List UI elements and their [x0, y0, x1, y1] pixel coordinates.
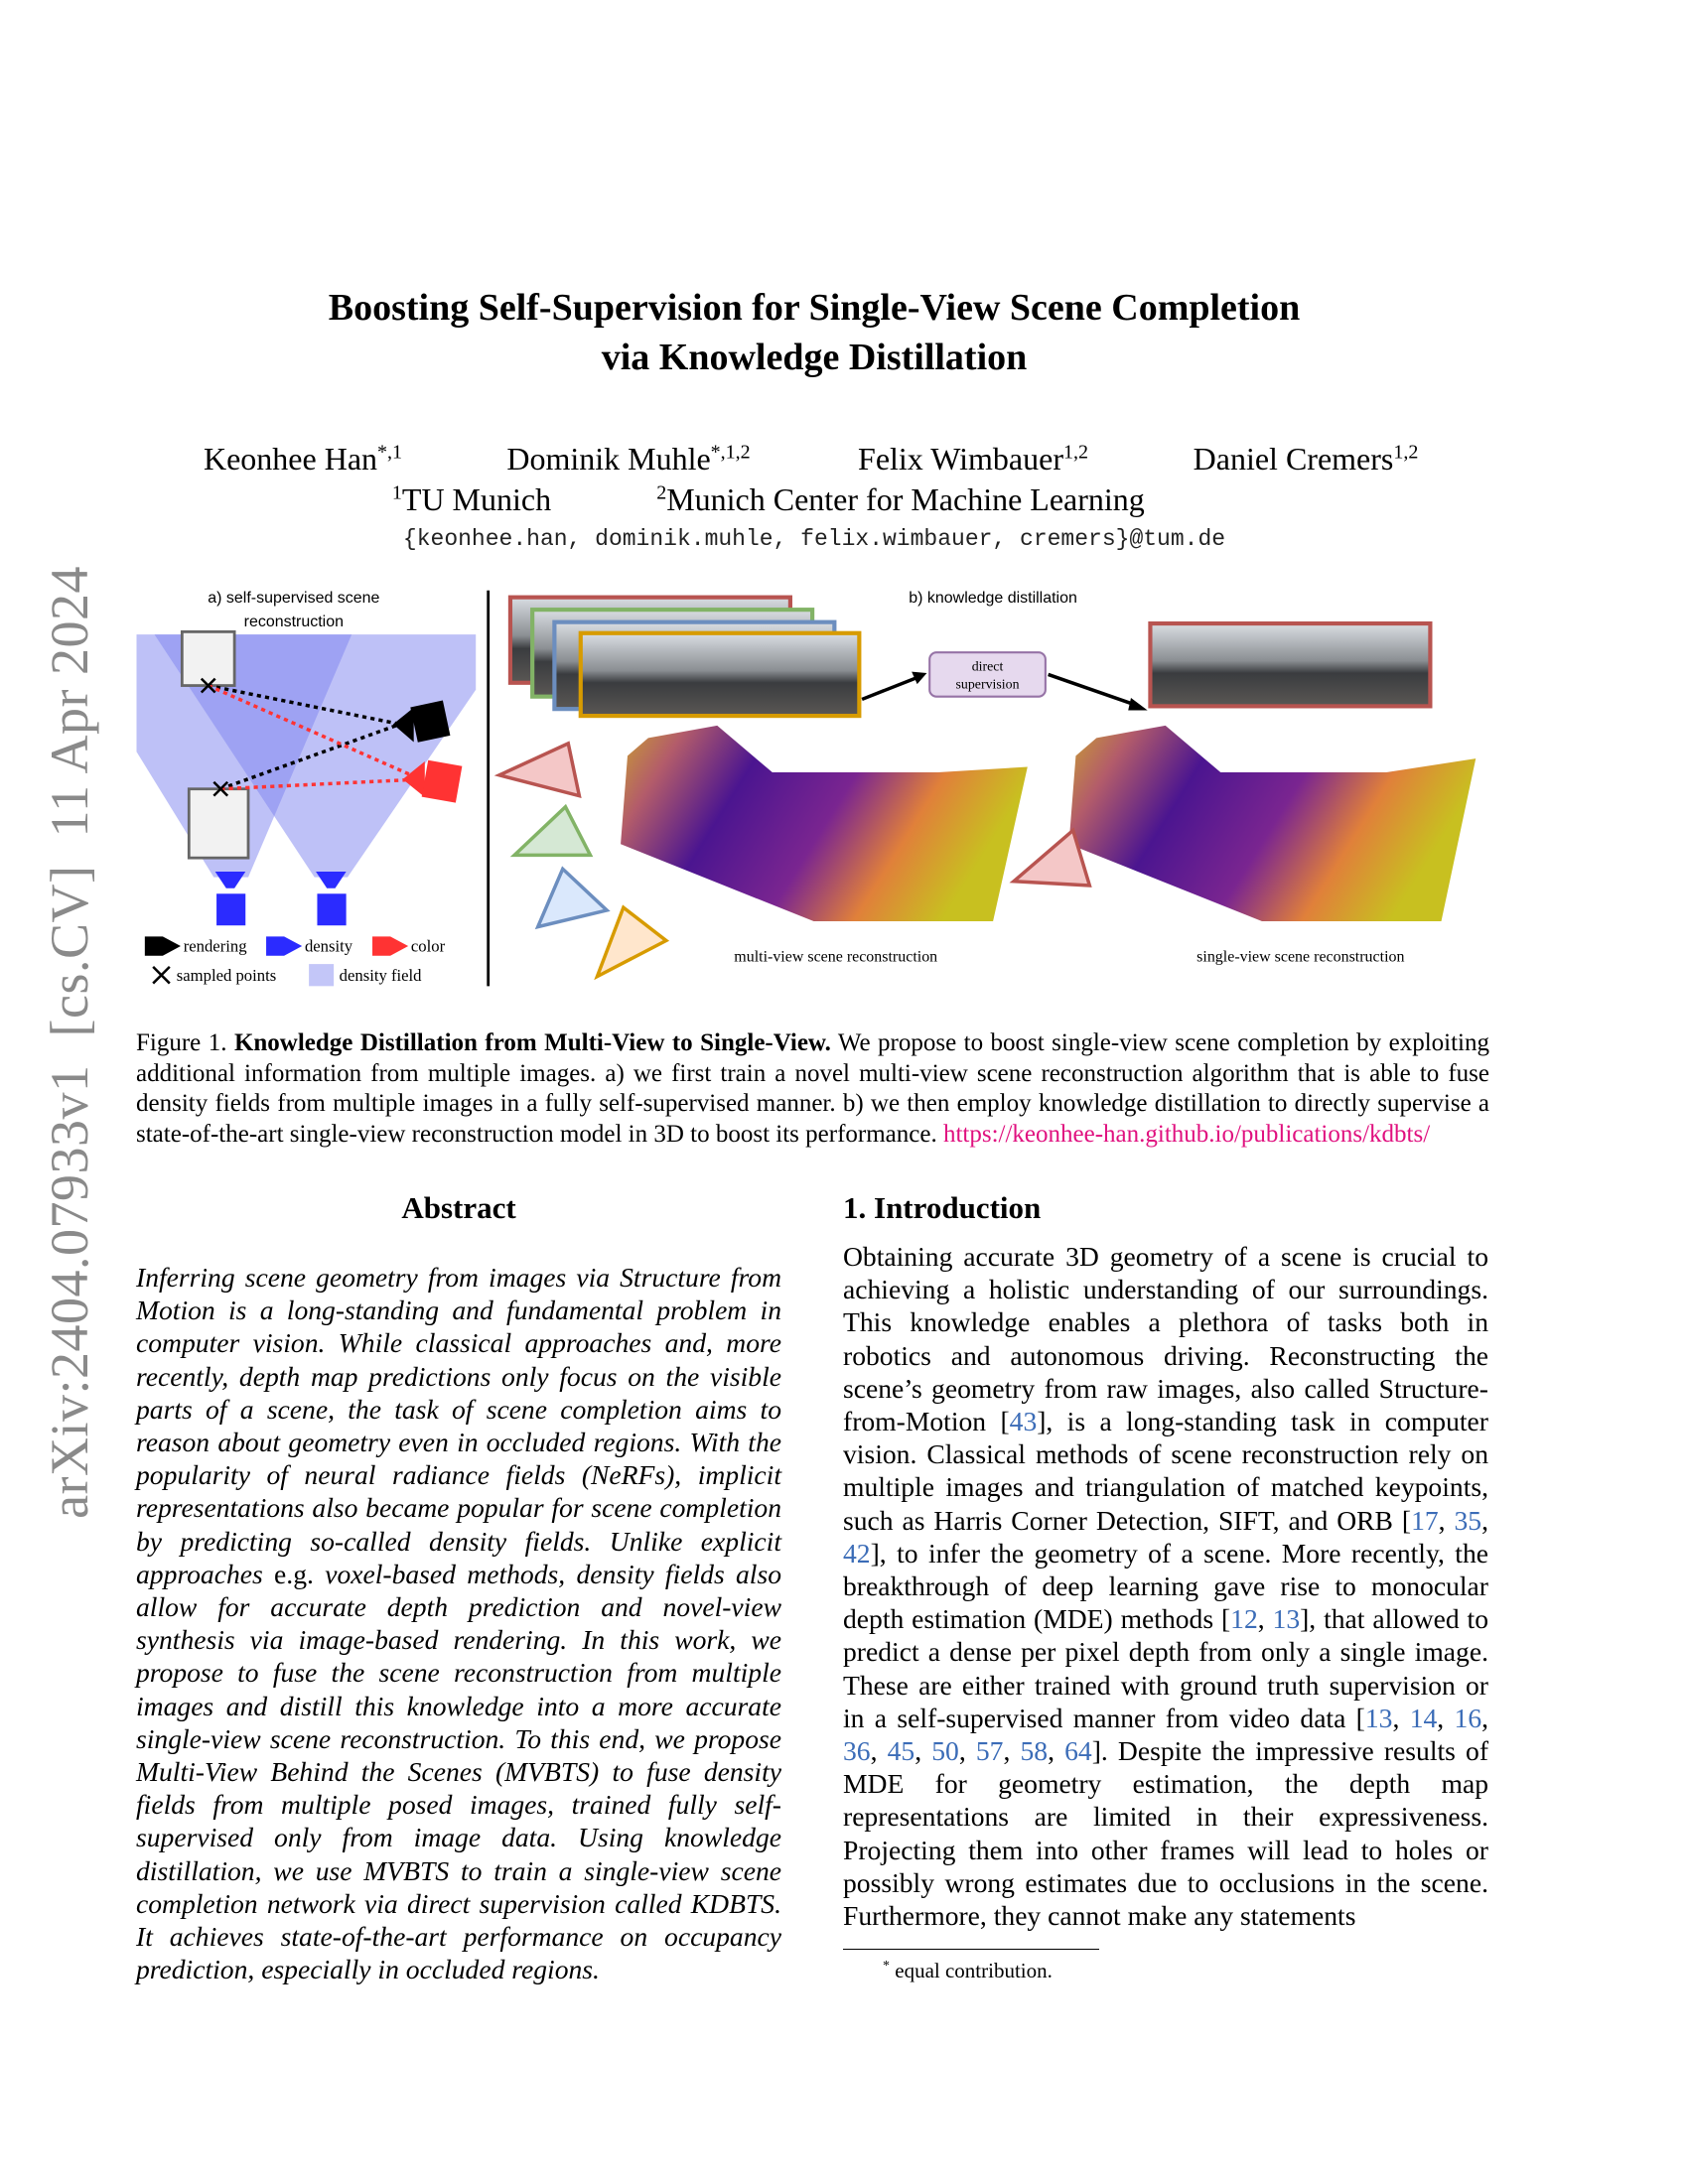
footnote-rule — [843, 1949, 1099, 1950]
abstract-heading: Abstract — [401, 1190, 516, 1225]
citation-link[interactable]: 50 — [931, 1735, 959, 1767]
legend-density-field: density field — [339, 965, 422, 985]
intro-text: , — [1481, 1504, 1488, 1536]
intro-text: , — [958, 1735, 976, 1767]
citation-link[interactable]: 43 — [1009, 1406, 1038, 1437]
citation-link[interactable]: 57 — [975, 1735, 1004, 1767]
intro-text: ], that allowed to predict a dense per pixel depth from only a single image. These are either trained with ground truth supervision or in a self-supervised manner from video data [ — [843, 1603, 1488, 1733]
footnote-text: equal contribution. — [890, 1959, 1053, 1983]
footnote — [883, 1954, 1488, 1983]
panel-b-title: b) knowledge distillation — [909, 590, 1077, 608]
single-view-density-reconstruction — [1068, 726, 1476, 921]
legend-sampled-points: sampled points — [176, 965, 277, 985]
intro-text: ], is a long-standing task in computer vision. Classical methods of scene reconstruction rely on multiple images and triangulation of matched keypoints, such as Harris Corner Detection, SIFT, and ORB [ — [843, 1406, 1488, 1536]
figure-1 — [129, 581, 1499, 998]
multi-view-density-reconstruction — [621, 726, 1028, 921]
camera-frustum-orange — [597, 907, 665, 976]
intro-text: , — [1392, 1702, 1410, 1733]
intro-text: , — [1048, 1735, 1065, 1767]
affiliation-mcml — [656, 481, 1145, 518]
intro-text: , — [1481, 1702, 1489, 1733]
citation-link[interactable]: 36 — [843, 1735, 871, 1767]
arxiv-identifier-sidebar: arXiv:2404.07933v1 [cs.CV] 11 Apr 2024 — [40, 566, 99, 1519]
affil-mark: 1 — [391, 481, 402, 504]
abstract-text-2: voxel-based methods, density fields also allow for accurate depth prediction and novel-view synthesis via image-based rendering. In this work, we propose to fuse the scene reconstruction from multiple images and distill this knowledge into a more accurate single-view scene reconstruction. To this end, we propose Multi-View Behind the Scenes (MVBTS) to fuse density fields from multiple posed images, trained fully self-supervised only from image data. Using knowledge distillation, we use MVBTS to train a single-view scene completion network via direct supervision called KDBTS. It achieves state-of-the-art performance on occupancy prediction, especially in occluded regions. — [136, 1558, 781, 1985]
abstract-eg: e.g. — [274, 1558, 314, 1589]
affiliation-tum — [392, 481, 551, 518]
affil-name: Munich Center for Machine Learning — [666, 481, 1145, 517]
citation-link[interactable]: 17 — [1411, 1504, 1439, 1536]
citation-link[interactable]: 13 — [1364, 1702, 1393, 1733]
object-box-1 — [182, 631, 234, 685]
affil-mark: 2 — [656, 481, 667, 504]
citation-link[interactable]: 14 — [1409, 1702, 1438, 1733]
footnote-mark: * — [883, 1959, 890, 1975]
citation-link[interactable]: 45 — [887, 1735, 915, 1767]
density-camera-icon — [215, 872, 246, 925]
author-emails: {keonhee.han, dominik.muhle, felix.wimbauer, cremers}@tum.de — [402, 526, 1226, 552]
paper-title — [0, 283, 1628, 382]
legend-density: density — [304, 936, 353, 956]
author-name: Felix Wimbauer — [858, 441, 1063, 477]
citation-link[interactable]: 16 — [1454, 1702, 1482, 1733]
direct-supervision-label-2: supervision — [955, 677, 1020, 693]
single-view-label: single-view scene reconstruction — [1196, 948, 1405, 966]
camera-frustum-green — [514, 807, 590, 856]
intro-text: Obtaining accurate 3D geometry of a scene is crucial to achieving a holistic understanding of our surroundings. This knowledge enables a plethora of tasks both in robotics and autonomous driving. Reconstructing the scene’s geometry from raw images, also called Structure-from-Motion [ — [843, 1241, 1488, 1437]
citation-link[interactable]: 64 — [1064, 1735, 1092, 1767]
citation-link[interactable]: 12 — [1230, 1603, 1258, 1635]
camera-frustum-blue — [538, 869, 607, 926]
input-image-orange — [581, 633, 860, 716]
intro-text: , — [1437, 1702, 1455, 1733]
citation-link[interactable]: 58 — [1020, 1735, 1049, 1767]
author-name: Daniel Cremers — [1193, 441, 1394, 477]
author-name: Keonhee Han — [203, 441, 378, 477]
author-felix-wimbauer — [858, 441, 1088, 478]
intro-text: , — [1003, 1735, 1021, 1767]
citation-link[interactable]: 42 — [843, 1537, 871, 1569]
intro-text: ]. Despite the impressive results of MDE for geometry estimation, the depth map representations are limited in their expressiveness. Projecting them into other frames will lead to holes or possibly wrong estimates due to occlusions in the scene. Furthermore, they cannot make any statements — [843, 1735, 1489, 1932]
caption-title: Knowledge Distillation from Multi-View to Single-View. — [233, 1029, 831, 1056]
density-field-legend-icon — [309, 964, 334, 986]
author-name: Dominik Muhle — [506, 441, 711, 477]
panel-a-title-1: a) self-supervised scene — [208, 590, 380, 608]
author-affil-mark: *,1,2 — [710, 441, 751, 464]
single-view-image — [1150, 623, 1430, 706]
arrow-to-supervision — [862, 676, 921, 700]
density-legend-icon — [266, 936, 302, 955]
camera-frustum-red — [499, 744, 580, 796]
title-line-1: Boosting Self-Supervision for Single-View Scene Completion — [328, 287, 1301, 329]
legend — [145, 936, 446, 986]
caption-text: We propose to boost single-view scene completion by exploiting additional information from multiple images. a) we first train a novel multi-view scene reconstruction algorithm that is able to fuse density fields from multiple images in a fully self-supervised manner. b) we then employ knowledge distillation to directly supervise a state-of-the-art single-view reconstruction model in 3D to boost its performance. — [136, 1029, 1489, 1148]
title-line-2: via Knowledge Distillation — [601, 337, 1028, 378]
author-affil-mark: 1,2 — [1062, 441, 1088, 464]
color-legend-icon — [372, 936, 408, 955]
author-dominik-muhle — [506, 441, 750, 478]
intro-text: ], to infer the geometry of a scene. More recently, the breakthrough of deep learning gave rise to monocular depth estimation (MDE) methods [ — [843, 1537, 1488, 1635]
caption-label: Figure 1. — [136, 1029, 227, 1056]
multi-view-label: multi-view scene reconstruction — [734, 948, 938, 966]
right-column — [843, 1240, 1488, 1983]
intro-text: , — [870, 1735, 888, 1767]
rendering-legend-icon — [145, 936, 181, 955]
arrow-head — [1128, 698, 1147, 711]
citation-link[interactable]: 35 — [1454, 1504, 1482, 1536]
panel-a-title-2: reconstruction — [243, 613, 345, 630]
arrow-to-single-view — [1049, 674, 1140, 706]
intro-text: , — [1257, 1603, 1273, 1635]
direct-supervision-label-1: direct — [971, 659, 1004, 675]
abstract-body — [136, 1261, 781, 1985]
object-box-2 — [189, 789, 248, 858]
introduction-heading: 1. Introduction — [843, 1190, 1042, 1225]
legend-rendering: rendering — [183, 936, 247, 956]
abstract-text-1: Inferring scene geometry from images via Structure from Motion is a long-standing and fundamental problem in computer vision. While classical approaches and, more recently, depth map predictions only focus on the visible parts of a scene, the task of scene completion aims to reason about geometry even in occluded regions. With the popularity of neural radiance fields (NeRFs), implicit representations also became popular for scene completion by predicting so-called density fields. Unlike explicit approaches — [136, 1262, 781, 1589]
intro-text: , — [1438, 1504, 1455, 1536]
author-keonhee-han — [204, 441, 402, 478]
author-affil-mark: *,1 — [377, 441, 403, 464]
figure-caption — [136, 1028, 1489, 1150]
density-camera-icon — [316, 872, 347, 925]
author-daniel-cremers — [1194, 441, 1419, 478]
introduction-body — [843, 1240, 1488, 1932]
project-page-link[interactable]: https://keonhee-han.github.io/publications/kdbts/ — [942, 1120, 1431, 1148]
citation-link[interactable]: 13 — [1272, 1603, 1301, 1635]
author-affil-mark: 1,2 — [1393, 441, 1419, 464]
sampled-points-legend-icon — [153, 967, 170, 984]
legend-color: color — [410, 936, 446, 956]
intro-text: , — [914, 1735, 932, 1767]
affil-name: TU Munich — [401, 481, 552, 517]
